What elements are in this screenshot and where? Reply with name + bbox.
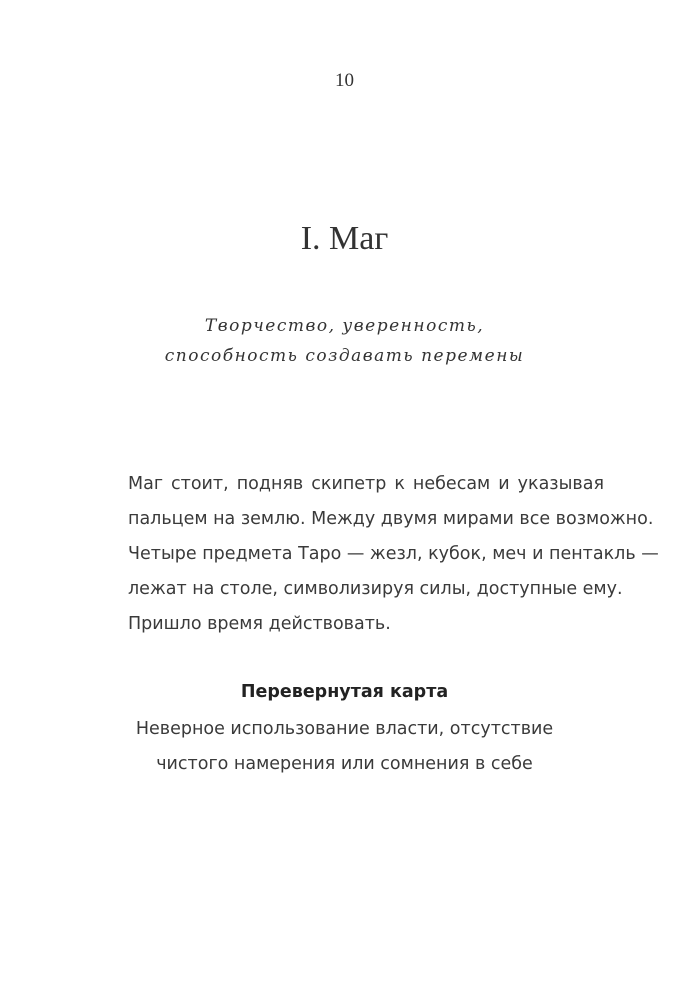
reversed-card-meaning-line: чистого намерения или сомнения в себе (156, 754, 533, 774)
card-keywords-line-1: Творчество, уверенность, (204, 316, 485, 336)
card-title: I. Маг (300, 220, 389, 257)
description-line: лежат на столе, символизируя силы, доступные ему. (128, 579, 623, 599)
card-keywords-line-2: способность создавать перемены (164, 346, 525, 366)
reversed-card-meaning-line: Неверное использование власти, отсутствие (135, 719, 554, 739)
reversed-card-heading: Перевернутая карта (240, 682, 449, 702)
description-line: Маг стоит, подняв скипетр к небесам и указывая (128, 474, 604, 494)
description-line: Пришло время действовать. (128, 614, 391, 634)
page-number: 10 (335, 70, 354, 91)
description-line: пальцем на землю. Между двумя мирами все возможно. (128, 509, 654, 529)
description-line: Четыре предмета Таро — жезл, кубок, меч и пентакль — (128, 544, 659, 564)
